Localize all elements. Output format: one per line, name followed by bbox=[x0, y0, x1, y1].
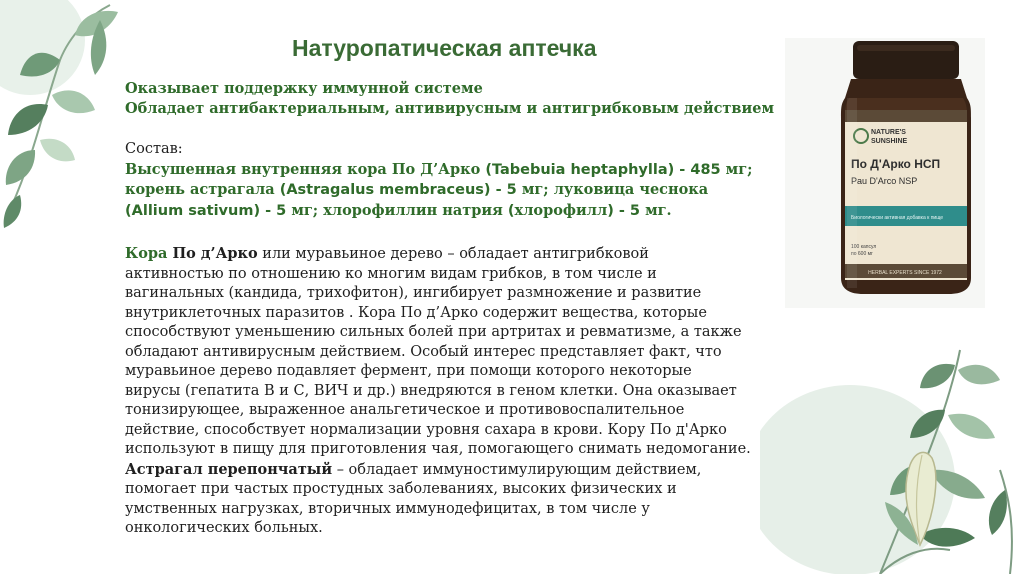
composition-text: мг; bbox=[725, 160, 753, 178]
composition-latin: (Tabebuia heptaphylla) - 485 bbox=[485, 161, 726, 178]
bottle-brand-line1: NATURE'S bbox=[871, 129, 906, 136]
description-line: муравьиное дерево подавляет фермент, при помощи которого некоторые bbox=[125, 363, 692, 379]
composition-block bbox=[125, 140, 775, 221]
composition-text: хлорофилл bbox=[514, 201, 608, 219]
composition-latin: (Astragalus membraceus) - 5 bbox=[279, 182, 522, 198]
composition-latin: (Allium sativum) - 5 bbox=[125, 202, 292, 219]
composition-line bbox=[125, 201, 775, 222]
description-line: тонизирующее, выраженное анальгетическое и противовоспалительное bbox=[125, 402, 685, 418]
description-line: вагинальных (кандида, трихофитон), ингибирует размножение и развитие bbox=[125, 285, 702, 301]
composition-text: мг; хлорофиллин натрия bbox=[291, 201, 508, 219]
intro-line: Обладает антибактериальным, антивирусным и антигрибковым действием bbox=[125, 99, 775, 117]
intro-text bbox=[125, 79, 775, 118]
composition-label: Состав: bbox=[125, 141, 183, 157]
description-line: используют в пищу для приготовления чая, помогающего снимать недомогание. bbox=[125, 441, 751, 457]
leaf-branch-top-left-icon bbox=[0, 0, 140, 230]
description-line bbox=[125, 244, 775, 265]
composition-latin: ( bbox=[507, 202, 515, 219]
description-line: действие, способствует нормализации уровня сахара в крови. Кору По д'Арко bbox=[125, 421, 727, 438]
description-line: обладают антивирусным действием. Особый интерес представляет факт, что bbox=[125, 343, 722, 360]
bottle-product-image-icon bbox=[785, 38, 985, 308]
composition-latin: ) - 5 bbox=[607, 202, 646, 219]
slide-title: Натуропатическая аптечка bbox=[292, 35, 597, 62]
bottle-product-name: По Д'Арко НСП bbox=[851, 157, 941, 171]
intro-line: Оказывает поддержку иммунной системе bbox=[125, 80, 483, 97]
bottle-capsule-dose: по 600 мг bbox=[851, 251, 873, 257]
description-line: внутриклеточных паразитов . Кора По д’Арко содержит вещества, которые bbox=[125, 304, 707, 321]
highlight-term: Кора bbox=[125, 245, 173, 262]
description-line: вирусы (гепатита В и С, ВИЧ и др.) внедряются в геном клетки. Она оказывает bbox=[125, 382, 737, 399]
highlight-term: Астрагал перепончатый bbox=[125, 460, 333, 478]
lily-bud-icon bbox=[880, 440, 960, 550]
composition-text: мг. bbox=[645, 201, 672, 219]
description-line: активностью по отношению ко многим видам грибков, в том числе и bbox=[125, 265, 657, 282]
composition-line bbox=[125, 180, 775, 201]
composition-text: мг; луковица чеснока bbox=[521, 181, 709, 198]
composition-text: корень астрагала bbox=[125, 181, 280, 198]
description-line: помогает при частых простудных заболеваниях, высоких физических и bbox=[125, 481, 677, 497]
description-line: умственных нагрузках, вторичных иммунодефицитах, в том числе у bbox=[125, 500, 650, 517]
highlight-term: По д’Арко bbox=[172, 245, 258, 262]
bottle-band-text: Биологически активная добавка к пище bbox=[851, 215, 944, 221]
composition-line bbox=[125, 160, 775, 181]
description-line: онкологических больных. bbox=[125, 520, 323, 536]
description-text: или муравьиное дерево – обладает антигрибковой bbox=[257, 246, 649, 262]
description-text: – обладает иммуностимулирующим действием, bbox=[332, 461, 702, 478]
description-line bbox=[125, 460, 775, 481]
description-block bbox=[125, 244, 775, 539]
bottle-brand-line2: SUNSHINE bbox=[871, 138, 908, 145]
bottle-footer: HERBAL EXPERTS SINCE 1972 bbox=[868, 270, 942, 276]
bottle-product-latin: Pau D'Arco NSP bbox=[851, 176, 918, 186]
composition-text: Высушенная внутренняя кора По Д’Арко bbox=[125, 160, 486, 178]
bottle-capsule-count: 100 капсул bbox=[851, 244, 877, 250]
description-line: способствуют уменьшению сильных болей при артритах и ревматизме, а также bbox=[125, 324, 742, 340]
